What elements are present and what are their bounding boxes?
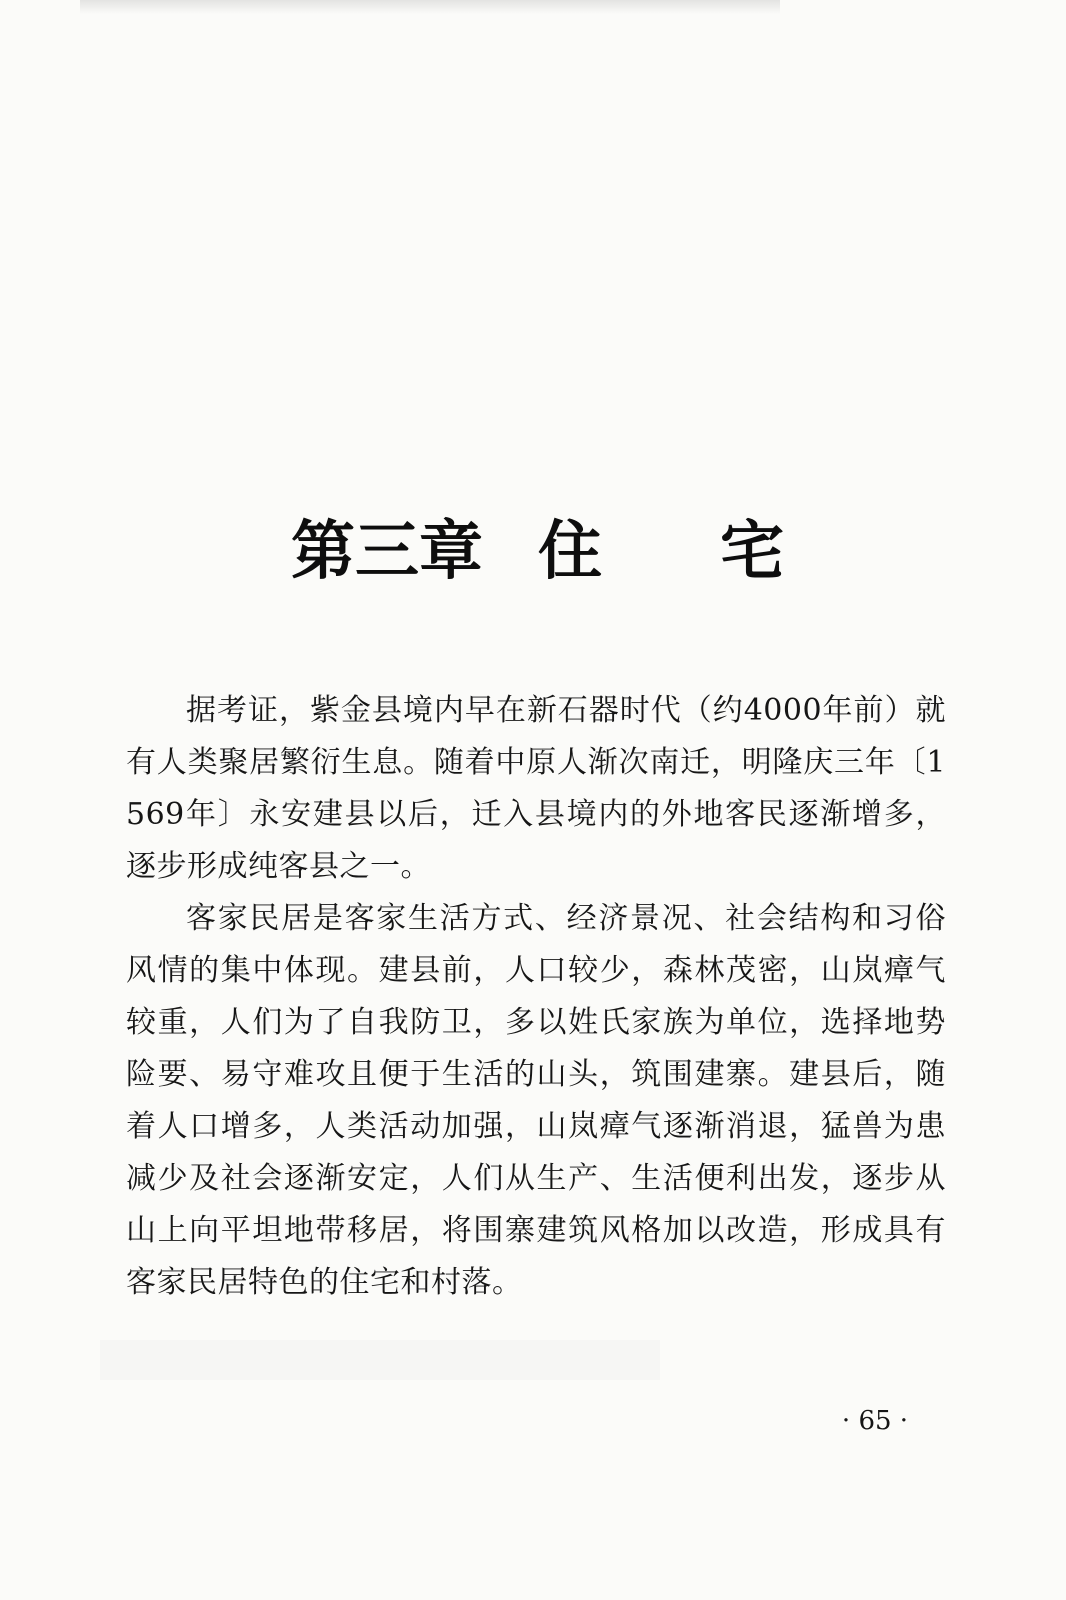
- paragraph-2: 客家民居是客家生活方式、经济景况、社会结构和习俗风情的集中体现。建县前，人口较少，森林茂密，山岚瘴气较重，人们为了自我防卫，多以姓氏家族为单位，选择地势险要、易守难攻且便于生活的山头，筑围建寨。建县后，随着人口增多，人类活动加强，山岚瘴气逐渐消退，猛兽为患减少及社会逐渐安定，人们从生产、生活便利出发，逐步从山上向平坦地带移居，将围寨建筑风格加以改造，形成具有客家民居特色的住宅和村落。: [126, 901, 946, 1300]
- chapter-title-char-1: 住: [538, 514, 602, 589]
- scan-edge-shadow: [80, 0, 780, 14]
- chapter-heading: [0, 502, 1066, 602]
- chapter-title-char-2: 宅: [720, 514, 784, 589]
- chapter-number: 第三章: [291, 514, 483, 589]
- body-text: [126, 685, 946, 1309]
- paragraph-1: 据考证，紫金县境内早在新石器时代（约4000年前）就有人类聚居繁衍生息。随着中原人渐次南迁，明隆庆三年〔1569年〕永安建县以后，迁入县境内的外地客民逐渐增多，逐步形成纯客县之一。: [126, 693, 946, 884]
- page-number: · 65 ·: [841, 1406, 909, 1436]
- scan-bleed-through: [100, 1340, 660, 1380]
